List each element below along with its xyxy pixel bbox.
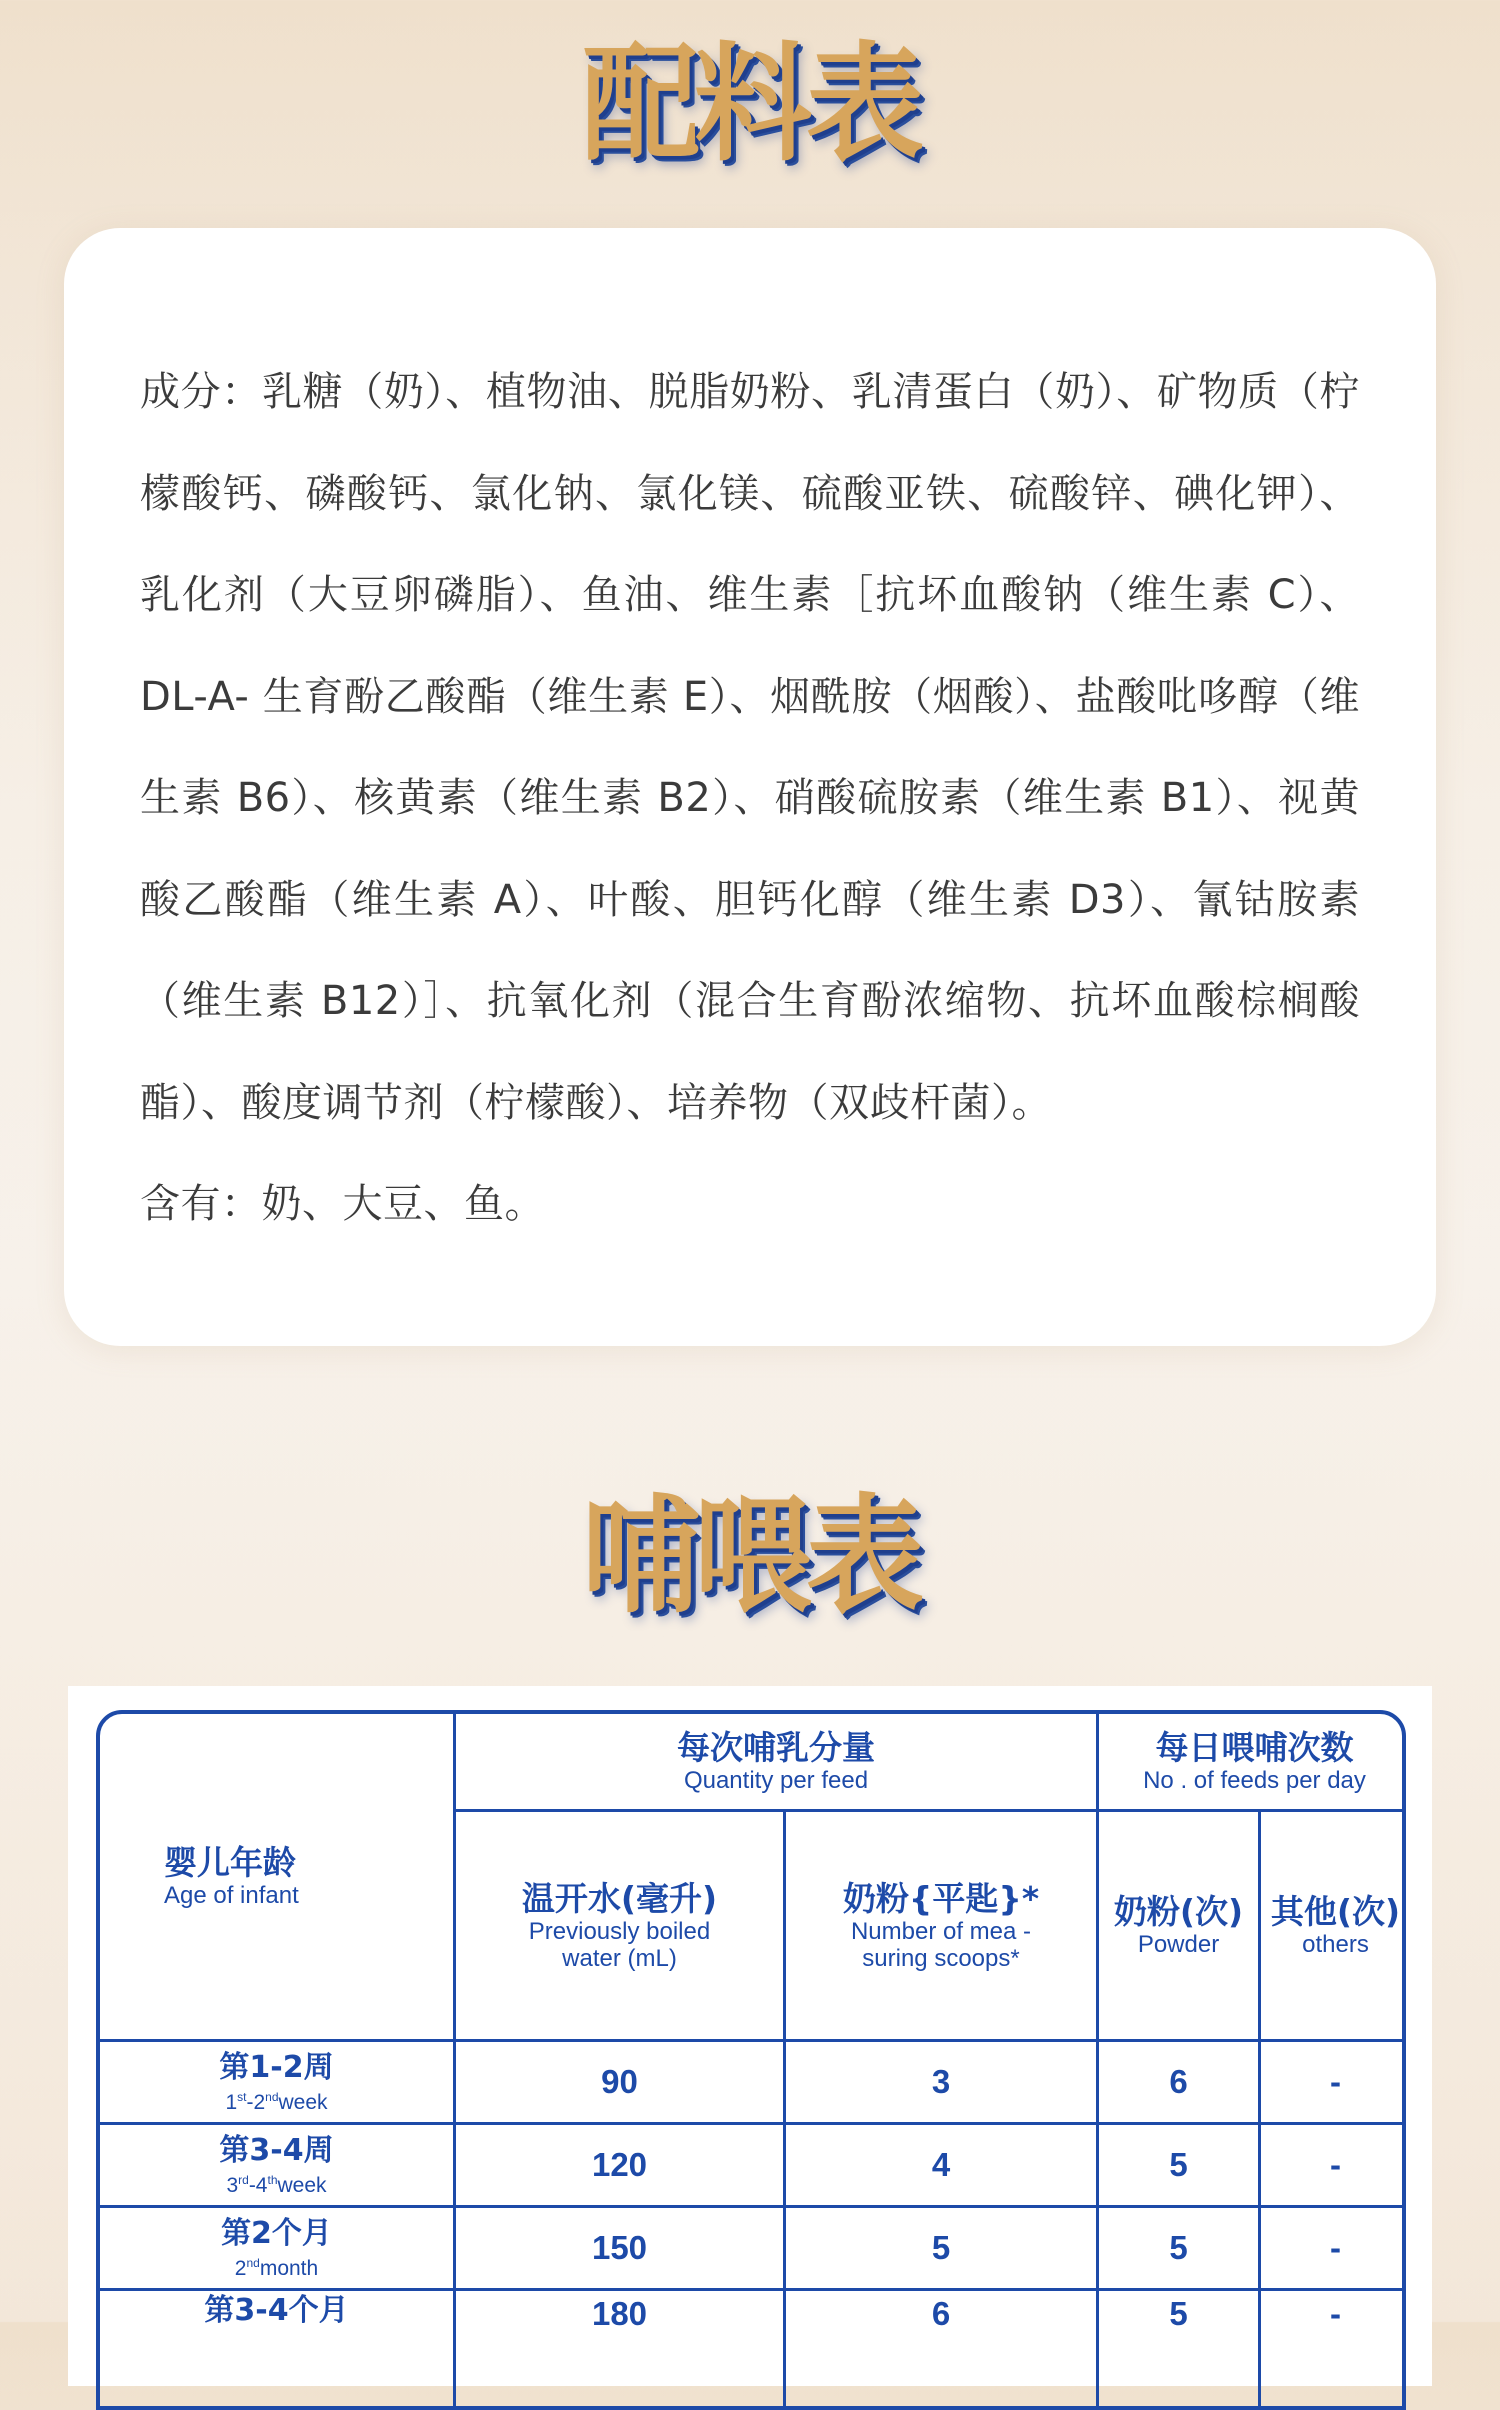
header-water-en2: water (mL) (562, 1944, 677, 1972)
row-age-en (235, 2252, 318, 2280)
header-water-zh: 温开水(毫升) (521, 1878, 718, 1918)
row-scoops-value: 6 (931, 2295, 951, 2332)
row-age-en-part: rd (238, 2173, 249, 2187)
table-row-age (100, 2291, 453, 2351)
header-water-en1: Previously boiled (528, 1917, 711, 1945)
row-age-en-part: week (277, 2174, 327, 2197)
row-scoops-value: 3 (931, 2063, 951, 2100)
row-age-zh: 第3-4个月 (204, 2293, 349, 2328)
row-others-value: - (1330, 2295, 1341, 2332)
table-row-age (100, 2042, 453, 2122)
header-scoops-en2: suring scoops* (862, 1944, 1020, 1972)
header-powder (1099, 1812, 1258, 2039)
header-quantity (456, 1714, 1096, 1809)
row-age-zh: 第2个月 (221, 2216, 332, 2251)
row-age-zh: 第1-2周 (219, 2050, 334, 2085)
row-age-en-part: 2 (234, 2257, 247, 2280)
row-powder-value: 6 (1169, 2063, 1188, 2100)
ingredients-text-block (140, 342, 1360, 1256)
feeding-table (96, 1710, 1406, 2410)
row-age-en (226, 2169, 326, 2197)
row-water-value: 120 (591, 2146, 648, 2183)
row-age-en-part: nd (246, 2256, 260, 2270)
header-others-zh: 其他(次) (1270, 1892, 1401, 1931)
row-age-zh: 第3-4周 (219, 2133, 334, 2168)
header-scoops-zh: 奶粉{平匙}* (842, 1878, 1040, 1918)
table-row-age (100, 2125, 453, 2205)
row-scoops-value: 5 (931, 2229, 951, 2266)
row-scoops-value: 4 (931, 2146, 951, 2183)
row-age-en-part: week (278, 2091, 328, 2114)
row-age-en-part: -2 (246, 2091, 266, 2114)
row-age-en-part: 1 (225, 2091, 238, 2114)
row-age-en (225, 2086, 327, 2114)
header-water (456, 1812, 783, 2039)
row-age-en-part: month (259, 2257, 319, 2280)
feeding-table-panel (68, 1686, 1432, 2386)
row-age-en-part: st (237, 2090, 247, 2104)
row-age-en-part: nd (265, 2090, 279, 2104)
row-others-value: - (1330, 2229, 1341, 2266)
header-quantity-zh: 每次哺乳分量 (677, 1728, 875, 1767)
row-powder-value: 5 (1169, 2295, 1188, 2332)
row-powder-value: 5 (1169, 2146, 1188, 2183)
header-others-en: others (1302, 1931, 1369, 1958)
header-age (100, 1714, 453, 2039)
header-feeds-zh: 每日喂哺次数 (1155, 1728, 1354, 1767)
row-age-en-part: -4 (248, 2174, 268, 2197)
row-others-value: - (1330, 2146, 1341, 2183)
row-water-value: 180 (591, 2295, 648, 2332)
header-feeds-en: No . of feeds per day (1143, 1767, 1366, 1794)
row-others-value: - (1330, 2063, 1341, 2100)
header-age-zh: 婴儿年龄 (164, 1843, 296, 1882)
header-quantity-en: Quantity per feed (683, 1767, 869, 1794)
row-powder-value: 5 (1169, 2229, 1188, 2266)
header-scoops-en1: Number of mea - (850, 1917, 1032, 1945)
row-age-en-part: 3 (226, 2174, 239, 2197)
feeding-title: 哺喂表 (581, 1481, 918, 1631)
ingredients-card (64, 228, 1436, 1346)
allergen-statement: 含有：奶、大豆、鱼。 (140, 1181, 545, 1227)
header-age-en: Age of infant (164, 1882, 299, 1909)
header-powder-en: Powder (1137, 1931, 1220, 1958)
header-scoops (786, 1812, 1096, 2039)
ingredients-title: 配料表 (581, 29, 918, 179)
ingredients-list: 成分：乳糖（奶）、植物油、脱脂奶粉、乳清蛋白（奶）、矿物质（柠檬酸钙、磷酸钙、氯化钠、氯化镁、硫酸亚铁、硫酸锌、碘化钾）、乳化剂（大豆卵磷脂）、鱼油、维生素［抗坏血酸钠（维生素 C）、DL-A- 生育酚乙酸酯（维生素 E）、烟酰胺（烟酸）、盐酸吡哆醇（维生素 B6）、核黄素（维生素 B2）、硝酸硫胺素（维生素 B1）、视黄酸乙酸酯（维生素 A）、叶酸、胆钙化醇（维生素 D3）、氰钴胺素（维生素 B12）］、抗氧化剂（混合生育酚浓缩物、抗坏血酸棕榈酸酯）、酸度调节剂（柠檬酸）、培养物（双歧杆菌）。 (140, 369, 1360, 1126)
row-water-value: 150 (591, 2229, 648, 2266)
header-powder-zh: 奶粉(次) (1113, 1892, 1244, 1931)
header-feeds-per-day (1099, 1714, 1406, 1809)
row-water-value: 90 (601, 2063, 638, 2100)
table-row-age (100, 2208, 453, 2288)
row-age-en-part: th (267, 2173, 278, 2187)
header-others (1261, 1812, 1406, 2039)
